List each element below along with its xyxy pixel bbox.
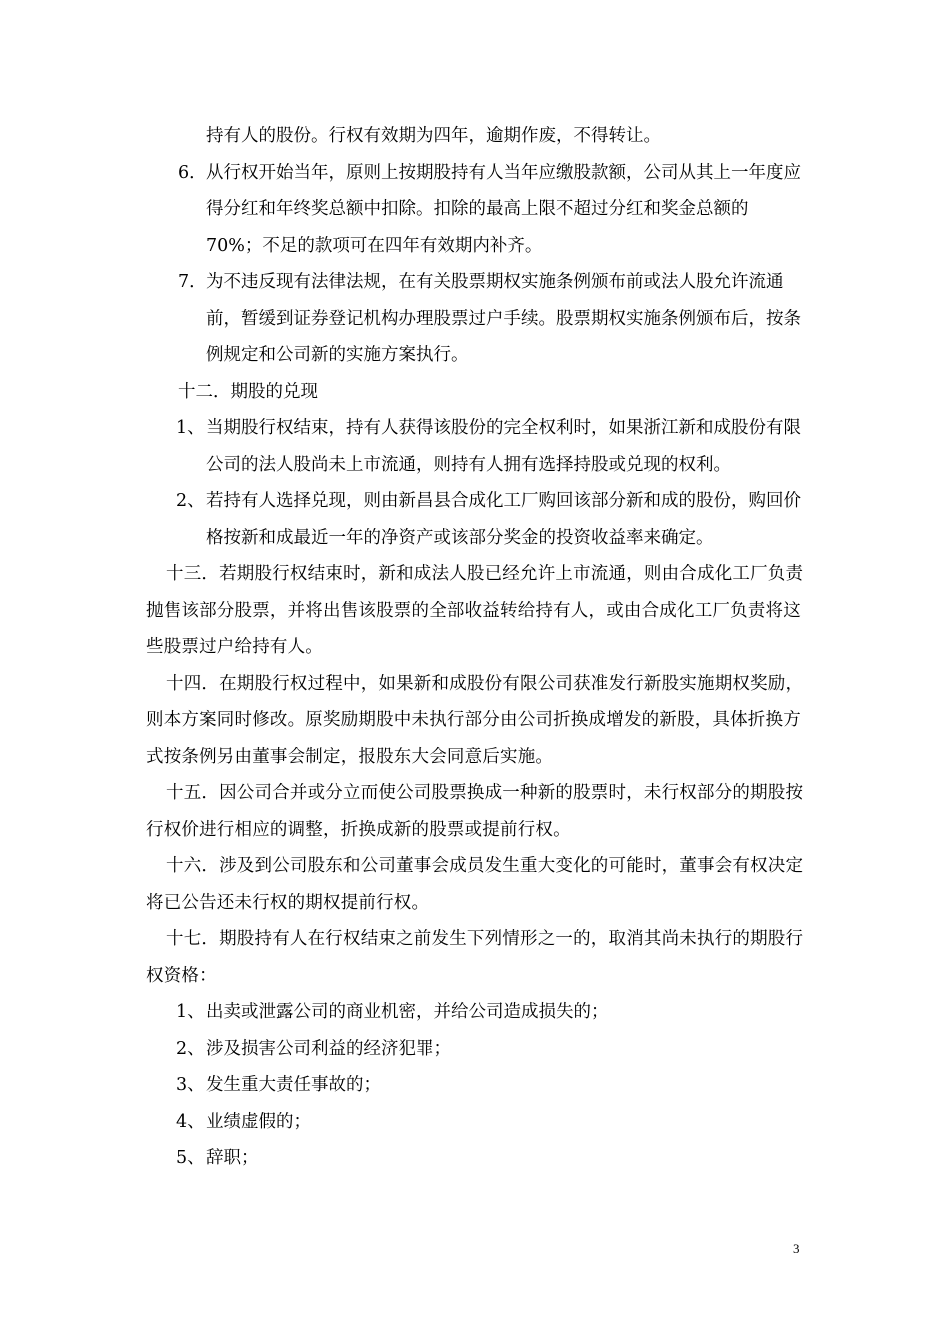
- list-item: [146, 264, 810, 374]
- paragraph-14: 十四．在期股行权过程中，如果新和成股份有限公司获准发行新股实施期权奖励，则本方案同时修改。原奖励期股中未执行部分由公司折换成增发的新股，具体折换方式按条例另由董事会制定，报股东大会同意后实施。: [146, 673, 804, 767]
- list-item: [146, 410, 810, 483]
- list-item: [146, 994, 810, 1031]
- list-item-number: 5、: [176, 1148, 205, 1168]
- list-item-number: 6．: [178, 162, 207, 183]
- list-item-text: 若持有人选择兑现，则由新昌县合成化工厂购回该部分新和成的股份，购回价格按新和成最近一年的净资产或该部分奖金的投资收益率来确定。: [206, 491, 801, 548]
- list-item-text: 业绩虚假的；: [206, 1111, 311, 1132]
- paragraph-16: 十六．涉及到公司股东和公司董事会成员发生重大变化的可能时，董事会有权决定将已公告还未行权的期权提前行权。: [146, 856, 804, 913]
- list-item: [146, 1031, 810, 1068]
- list-item-number: 7．: [178, 272, 207, 292]
- list-item-number: 4、: [176, 1111, 205, 1132]
- list-item: [146, 483, 810, 556]
- list-item-text: 涉及损害公司利益的经济犯罪；: [206, 1038, 451, 1059]
- list-item-text: 从行权开始当年，原则上按期股持有人当年应缴股款额，公司从其上一年度应得分红和年终奖总额中扣除。扣除的最高上限不超过分红和奖金总额的 70%；不足的款项可在四年有效期内补齐。: [206, 162, 801, 256]
- list-item-text: 为不违反现有法律法规，在有关股票期权实施条例颁布前或法人股允许流通前，暂缓到证券登记机构办理股票过户手续。股票期权实施条例颁布后，按条例规定和公司新的实施方案执行。: [206, 272, 801, 365]
- paragraph-15: 十五．因公司合并或分立而使公司股票换成一种新的股票时，未行权部分的期股按行权价进行相应的调整，折换成新的股票或提前行权。: [146, 783, 804, 840]
- paragraph-13: 十三．若期股行权结束时，新和成法人股已经允许上市流通，则由合成化工厂负责抛售该部分股票，并将出售该股票的全部收益转给持有人，或由合成化工厂负责将这些股票过户给持有人。: [146, 564, 804, 657]
- list-item-number: 1、: [176, 1002, 205, 1022]
- document-body: [146, 118, 810, 1177]
- continuation-line: 持有人的股份。行权有效期为四年，逾期作废，不得转让。: [206, 126, 661, 146]
- section-heading-12: 十二．期股的兑现: [178, 381, 318, 402]
- list-item: [146, 1140, 810, 1177]
- paragraph-17: 十七．期股持有人在行权结束之前发生下列情形之一的，取消其尚未执行的期股行权资格：: [146, 929, 804, 986]
- list-item: [146, 1067, 810, 1104]
- list-item-number: 2、: [176, 491, 205, 511]
- list-item-text: 当期股行权结束，持有人获得该股份的完全权利时，如果浙江新和成股份有限公司的法人股尚未上市流通，则持有人拥有选择持股或兑现的权利。: [206, 418, 801, 475]
- list-item-number: 3、: [176, 1075, 205, 1095]
- list-item-number: 1、: [176, 418, 205, 438]
- list-item: [146, 155, 810, 265]
- list-item: [146, 1104, 810, 1141]
- list-item-text: 辞职；: [206, 1148, 259, 1168]
- list-item-number: 2、: [176, 1038, 205, 1059]
- list-item-text: 发生重大责任事故的；: [206, 1075, 381, 1095]
- list-item-text: 出卖或泄露公司的商业机密，并给公司造成损失的；: [206, 1002, 609, 1022]
- page-number: 3: [793, 1241, 800, 1256]
